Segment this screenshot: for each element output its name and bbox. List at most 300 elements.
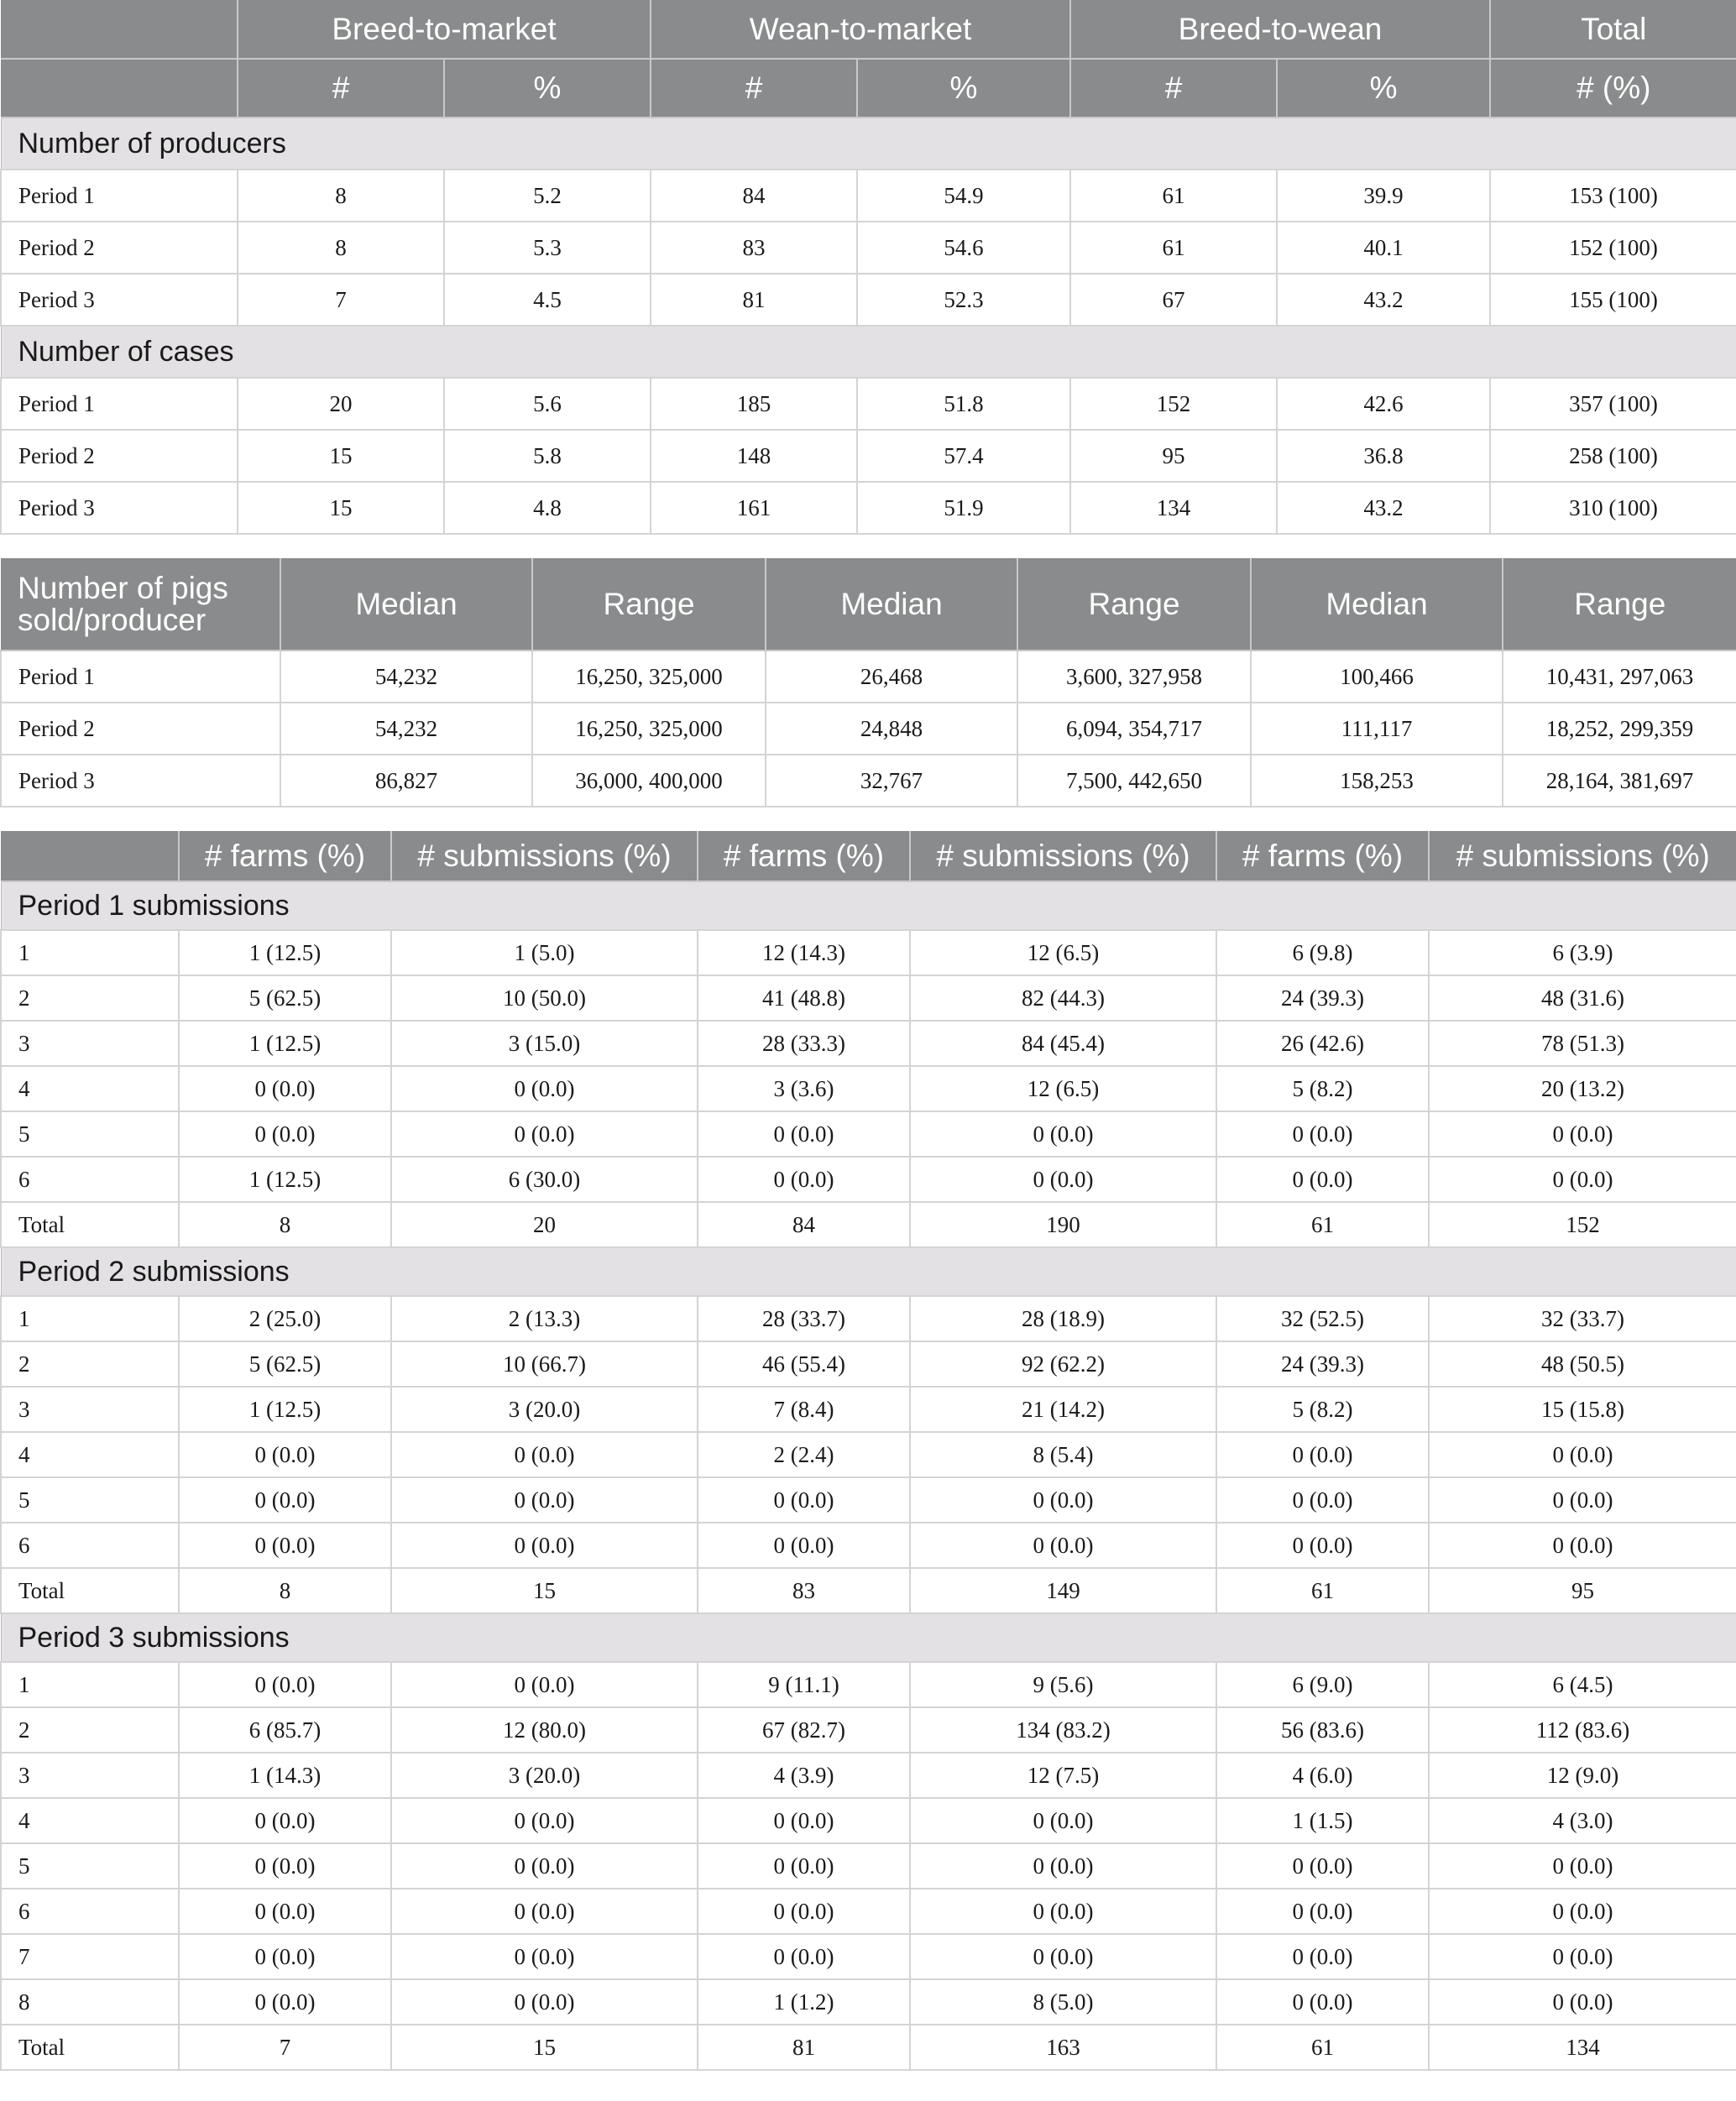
cell: 9 (5.6) bbox=[910, 1662, 1216, 1707]
table-row bbox=[1, 1568, 1736, 1613]
cell: 92 (62.2) bbox=[910, 1341, 1216, 1387]
row-label: Total bbox=[1, 1202, 179, 1247]
pigs-sold-header-line1: Number of pigs bbox=[18, 570, 228, 605]
cell: 0 (0.0) bbox=[179, 1889, 391, 1934]
cell: 152 bbox=[1070, 378, 1277, 430]
cell: 6,094, 354,717 bbox=[1017, 703, 1251, 755]
cell: 5 (8.2) bbox=[1216, 1387, 1429, 1432]
cell: 0 (0.0) bbox=[391, 1111, 698, 1157]
cell: 0 (0.0) bbox=[391, 1662, 698, 1707]
cell: 161 bbox=[651, 482, 857, 534]
row-label: 1 bbox=[1, 1296, 179, 1341]
cell: 0 (0.0) bbox=[910, 1157, 1216, 1202]
cell: 2 (2.4) bbox=[698, 1432, 910, 1477]
row-label: 6 bbox=[1, 1523, 179, 1568]
cell: 20 bbox=[391, 1202, 698, 1247]
cell: 0 (0.0) bbox=[698, 1843, 910, 1889]
cell: 8 bbox=[179, 1202, 391, 1247]
col-range: Range bbox=[1017, 558, 1251, 651]
table-row bbox=[1, 930, 1736, 975]
cell: 4.8 bbox=[444, 482, 651, 534]
cell: 12 (9.0) bbox=[1429, 1753, 1736, 1798]
cell: 0 (0.0) bbox=[1429, 1843, 1736, 1889]
cell: 0 (0.0) bbox=[1429, 1979, 1736, 2025]
cell: 8 bbox=[179, 1568, 391, 1613]
cell: 3 (20.0) bbox=[391, 1387, 698, 1432]
cell: 0 (0.0) bbox=[1429, 1934, 1736, 1979]
cell: 7 bbox=[238, 274, 444, 326]
cell: 3,600, 327,958 bbox=[1017, 651, 1251, 703]
cell: 21 (14.2) bbox=[910, 1387, 1216, 1432]
row-label: 8 bbox=[1, 1979, 179, 2025]
cell: 67 bbox=[1070, 274, 1277, 326]
cell: 12 (6.5) bbox=[910, 930, 1216, 975]
cell: 1 (5.0) bbox=[391, 930, 698, 975]
table-row bbox=[1, 1753, 1736, 1798]
cell: 0 (0.0) bbox=[698, 1523, 910, 1568]
cell: 12 (6.5) bbox=[910, 1066, 1216, 1111]
table-row bbox=[1, 2025, 1736, 2070]
cell: 54.9 bbox=[857, 170, 1070, 222]
section-title: Number of cases bbox=[1, 326, 1736, 378]
cell: 0 (0.0) bbox=[910, 1798, 1216, 1843]
cell: 357 (100) bbox=[1490, 378, 1736, 430]
cell: 0 (0.0) bbox=[1216, 1432, 1429, 1477]
cell: 0 (0.0) bbox=[1429, 1523, 1736, 1568]
cell: 5 (8.2) bbox=[1216, 1066, 1429, 1111]
cell: 81 bbox=[698, 2025, 910, 2070]
cell: 12 (14.3) bbox=[698, 930, 910, 975]
cell: 0 (0.0) bbox=[391, 1843, 698, 1889]
cell: 0 (0.0) bbox=[910, 1843, 1216, 1889]
table-row bbox=[1, 222, 1736, 274]
table-row bbox=[1, 1934, 1736, 1979]
cell: 0 (0.0) bbox=[698, 1477, 910, 1523]
cell: 0 (0.0) bbox=[910, 1934, 1216, 1979]
cell: 0 (0.0) bbox=[698, 1157, 910, 1202]
cell: 0 (0.0) bbox=[1216, 1979, 1429, 2025]
section-row bbox=[1, 326, 1736, 378]
cell: 148 bbox=[651, 430, 857, 482]
pigs-sold-header-line2: sold/producer bbox=[18, 602, 207, 637]
cell: 61 bbox=[1070, 222, 1277, 274]
cell: 0 (0.0) bbox=[179, 1798, 391, 1843]
cell: 0 (0.0) bbox=[910, 1523, 1216, 1568]
table-row bbox=[1, 1111, 1736, 1157]
cell: 0 (0.0) bbox=[1216, 1934, 1429, 1979]
cell: 0 (0.0) bbox=[1216, 1843, 1429, 1889]
cell: 111,117 bbox=[1251, 703, 1503, 755]
col-farms: # farms (%) bbox=[179, 831, 391, 881]
cell: 12 (80.0) bbox=[391, 1707, 698, 1753]
row-label: Period 1 bbox=[1, 170, 238, 222]
group-breed-to-wean: Breed-to-wean bbox=[1070, 0, 1490, 59]
cell: 0 (0.0) bbox=[698, 1934, 910, 1979]
row-label: 5 bbox=[1, 1477, 179, 1523]
cell: 0 (0.0) bbox=[1216, 1111, 1429, 1157]
cell: 0 (0.0) bbox=[179, 1432, 391, 1477]
table-row bbox=[1, 651, 1736, 703]
cell: 15 bbox=[238, 430, 444, 482]
cell: 0 (0.0) bbox=[910, 1111, 1216, 1157]
section-title: Period 1 submissions bbox=[1, 881, 1736, 930]
sub-header: # bbox=[238, 59, 444, 118]
cell: 5.6 bbox=[444, 378, 651, 430]
cell: 24,848 bbox=[766, 703, 1017, 755]
cell: 0 (0.0) bbox=[1429, 1111, 1736, 1157]
submissions-table bbox=[0, 831, 1736, 2071]
row-label: 5 bbox=[1, 1843, 179, 1889]
row-label: 2 bbox=[1, 1341, 179, 1387]
row-label: 4 bbox=[1, 1066, 179, 1111]
row-label: Period 3 bbox=[1, 482, 238, 534]
cell: 0 (0.0) bbox=[179, 1843, 391, 1889]
group-breed-to-market: Breed-to-market bbox=[238, 0, 651, 59]
cell: 61 bbox=[1216, 2025, 1429, 2070]
cell: 0 (0.0) bbox=[391, 1066, 698, 1111]
cell: 16,250, 325,000 bbox=[532, 703, 766, 755]
cell: 15 bbox=[238, 482, 444, 534]
table-row bbox=[1, 1296, 1736, 1341]
cell: 28,164, 381,697 bbox=[1503, 755, 1736, 807]
table-row bbox=[1, 1157, 1736, 1202]
cell: 15 (15.8) bbox=[1429, 1387, 1736, 1432]
cell: 0 (0.0) bbox=[1216, 1523, 1429, 1568]
cell: 4 (6.0) bbox=[1216, 1753, 1429, 1798]
cell: 8 bbox=[238, 222, 444, 274]
cell: 54.6 bbox=[857, 222, 1070, 274]
table-row bbox=[1, 703, 1736, 755]
table-row bbox=[1, 1066, 1736, 1111]
col-submissions: # submissions (%) bbox=[1429, 831, 1736, 881]
cell: 18,252, 299,359 bbox=[1503, 703, 1736, 755]
row-label: 1 bbox=[1, 1662, 179, 1707]
col-median: Median bbox=[280, 558, 532, 651]
cell: 12 (7.5) bbox=[910, 1753, 1216, 1798]
table-row bbox=[1, 975, 1736, 1021]
row-label: 4 bbox=[1, 1798, 179, 1843]
cell: 7 bbox=[179, 2025, 391, 2070]
table-row bbox=[1, 1341, 1736, 1387]
cell: 6 (9.0) bbox=[1216, 1662, 1429, 1707]
cell: 52.3 bbox=[857, 274, 1070, 326]
cell: 134 bbox=[1070, 482, 1277, 534]
cell: 8 (5.4) bbox=[910, 1432, 1216, 1477]
cell: 258 (100) bbox=[1490, 430, 1736, 482]
row-label: Period 2 bbox=[1, 703, 280, 755]
cell: 36,000, 400,000 bbox=[532, 755, 766, 807]
cell: 0 (0.0) bbox=[391, 1432, 698, 1477]
cell: 5.3 bbox=[444, 222, 651, 274]
table-row bbox=[1, 1477, 1736, 1523]
cell: 0 (0.0) bbox=[698, 1111, 910, 1157]
cell: 95 bbox=[1070, 430, 1277, 482]
cell: 1 (1.5) bbox=[1216, 1798, 1429, 1843]
producers-cases-table bbox=[0, 0, 1736, 535]
cell: 28 (33.3) bbox=[698, 1021, 910, 1066]
section-title: Period 3 submissions bbox=[1, 1613, 1736, 1662]
cell: 0 (0.0) bbox=[1216, 1157, 1429, 1202]
table-row bbox=[1, 1523, 1736, 1568]
sub-header: % bbox=[1277, 59, 1490, 118]
table-row bbox=[1, 378, 1736, 430]
section-row bbox=[1, 881, 1736, 930]
sub-header: % bbox=[857, 59, 1070, 118]
cell: 95 bbox=[1429, 1568, 1736, 1613]
cell: 0 (0.0) bbox=[1429, 1157, 1736, 1202]
section-row bbox=[1, 118, 1736, 170]
row-label: Total bbox=[1, 2025, 179, 2070]
cell: 0 (0.0) bbox=[1429, 1477, 1736, 1523]
col-median: Median bbox=[1251, 558, 1503, 651]
col-farms: # farms (%) bbox=[1216, 831, 1429, 881]
cell: 0 (0.0) bbox=[179, 1979, 391, 2025]
cell: 0 (0.0) bbox=[179, 1523, 391, 1568]
cell: 0 (0.0) bbox=[1216, 1889, 1429, 1934]
row-label: 3 bbox=[1, 1387, 179, 1432]
cell: 310 (100) bbox=[1490, 482, 1736, 534]
cell: 3 (3.6) bbox=[698, 1066, 910, 1111]
row-label: 7 bbox=[1, 1934, 179, 1979]
sub-header: % bbox=[444, 59, 651, 118]
cell: 81 bbox=[651, 274, 857, 326]
cell: 20 bbox=[238, 378, 444, 430]
cell: 8 bbox=[238, 170, 444, 222]
sub-header: # bbox=[1070, 59, 1277, 118]
cell: 0 (0.0) bbox=[910, 1889, 1216, 1934]
row-label: 5 bbox=[1, 1111, 179, 1157]
cell: 0 (0.0) bbox=[698, 1798, 910, 1843]
table-row bbox=[1, 170, 1736, 222]
cell: 10,431, 297,063 bbox=[1503, 651, 1736, 703]
cell: 48 (31.6) bbox=[1429, 975, 1736, 1021]
cell: 15 bbox=[391, 1568, 698, 1613]
col-median: Median bbox=[766, 558, 1017, 651]
pigs-sold-header bbox=[1, 558, 280, 651]
col-submissions: # submissions (%) bbox=[910, 831, 1216, 881]
row-label: 3 bbox=[1, 1021, 179, 1066]
cell: 6 (4.5) bbox=[1429, 1662, 1736, 1707]
header-blank bbox=[1, 59, 238, 118]
cell: 48 (50.5) bbox=[1429, 1341, 1736, 1387]
cell: 4.5 bbox=[444, 274, 651, 326]
cell: 39.9 bbox=[1277, 170, 1490, 222]
cell: 43.2 bbox=[1277, 482, 1490, 534]
cell: 5.2 bbox=[444, 170, 651, 222]
sub-header: # bbox=[651, 59, 857, 118]
cell: 28 (33.7) bbox=[698, 1296, 910, 1341]
cell: 2 (25.0) bbox=[179, 1296, 391, 1341]
cell: 24 (39.3) bbox=[1216, 975, 1429, 1021]
cell: 43.2 bbox=[1277, 274, 1490, 326]
cell: 0 (0.0) bbox=[698, 1889, 910, 1934]
cell: 149 bbox=[910, 1568, 1216, 1613]
col-submissions: # submissions (%) bbox=[391, 831, 698, 881]
col-farms: # farms (%) bbox=[698, 831, 910, 881]
cell: 61 bbox=[1070, 170, 1277, 222]
cell: 78 (51.3) bbox=[1429, 1021, 1736, 1066]
cell: 32 (33.7) bbox=[1429, 1296, 1736, 1341]
table-row bbox=[1, 1432, 1736, 1477]
cell: 83 bbox=[651, 222, 857, 274]
cell: 36.8 bbox=[1277, 430, 1490, 482]
table-row bbox=[1, 1387, 1736, 1432]
cell: 0 (0.0) bbox=[179, 1477, 391, 1523]
cell: 67 (82.7) bbox=[698, 1707, 910, 1753]
cell: 1 (12.5) bbox=[179, 930, 391, 975]
cell: 0 (0.0) bbox=[391, 1934, 698, 1979]
sub-header: # (%) bbox=[1490, 59, 1736, 118]
group-header-row bbox=[1, 0, 1736, 59]
cell: 153 (100) bbox=[1490, 170, 1736, 222]
cell: 0 (0.0) bbox=[179, 1934, 391, 1979]
section-row bbox=[1, 1247, 1736, 1296]
cell: 32,767 bbox=[766, 755, 1017, 807]
cell: 155 (100) bbox=[1490, 274, 1736, 326]
cell: 57.4 bbox=[857, 430, 1070, 482]
cell: 0 (0.0) bbox=[179, 1662, 391, 1707]
row-label: Period 2 bbox=[1, 430, 238, 482]
submissions-header-row bbox=[1, 831, 1736, 881]
table-row bbox=[1, 1662, 1736, 1707]
cell: 100,466 bbox=[1251, 651, 1503, 703]
cell: 86,827 bbox=[280, 755, 532, 807]
table-row bbox=[1, 482, 1736, 534]
pigs-sold-table bbox=[0, 558, 1736, 807]
section-title: Period 2 submissions bbox=[1, 1247, 1736, 1296]
cell: 9 (11.1) bbox=[698, 1662, 910, 1707]
cell: 0 (0.0) bbox=[391, 1523, 698, 1568]
section-title: Number of producers bbox=[1, 118, 1736, 170]
cell: 3 (20.0) bbox=[391, 1753, 698, 1798]
cell: 82 (44.3) bbox=[910, 975, 1216, 1021]
table-row bbox=[1, 1798, 1736, 1843]
cell: 26 (42.6) bbox=[1216, 1021, 1429, 1066]
cell: 8 (5.0) bbox=[910, 1979, 1216, 2025]
table-row bbox=[1, 1021, 1736, 1066]
cell: 32 (52.5) bbox=[1216, 1296, 1429, 1341]
cell: 0 (0.0) bbox=[391, 1889, 698, 1934]
row-label: Period 3 bbox=[1, 755, 280, 807]
group-wean-to-market: Wean-to-market bbox=[651, 0, 1070, 59]
cell: 51.9 bbox=[857, 482, 1070, 534]
row-label: 3 bbox=[1, 1753, 179, 1798]
cell: 158,253 bbox=[1251, 755, 1503, 807]
cell: 6 (30.0) bbox=[391, 1157, 698, 1202]
row-label: Period 2 bbox=[1, 222, 238, 274]
cell: 5.8 bbox=[444, 430, 651, 482]
cell: 0 (0.0) bbox=[391, 1798, 698, 1843]
cell: 10 (50.0) bbox=[391, 975, 698, 1021]
cell: 4 (3.0) bbox=[1429, 1798, 1736, 1843]
cell: 1 (1.2) bbox=[698, 1979, 910, 2025]
table-row bbox=[1, 1202, 1736, 1247]
table-row bbox=[1, 1889, 1736, 1934]
row-label: 1 bbox=[1, 930, 179, 975]
pigs-header-row bbox=[1, 558, 1736, 651]
cell: 61 bbox=[1216, 1568, 1429, 1613]
group-total: Total bbox=[1490, 0, 1736, 59]
row-label: 4 bbox=[1, 1432, 179, 1477]
cell: 112 (83.6) bbox=[1429, 1707, 1736, 1753]
cell: 1 (14.3) bbox=[179, 1753, 391, 1798]
table-row bbox=[1, 1979, 1736, 2025]
cell: 0 (0.0) bbox=[391, 1979, 698, 2025]
row-label: Period 3 bbox=[1, 274, 238, 326]
cell: 0 (0.0) bbox=[1429, 1889, 1736, 1934]
cell: 2 (13.3) bbox=[391, 1296, 698, 1341]
cell: 5 (62.5) bbox=[179, 975, 391, 1021]
cell: 5 (62.5) bbox=[179, 1341, 391, 1387]
table-row bbox=[1, 274, 1736, 326]
cell: 24 (39.3) bbox=[1216, 1341, 1429, 1387]
header-blank bbox=[1, 0, 238, 59]
col-range: Range bbox=[532, 558, 766, 651]
cell: 163 bbox=[910, 2025, 1216, 2070]
table-row bbox=[1, 755, 1736, 807]
cell: 42.6 bbox=[1277, 378, 1490, 430]
cell: 83 bbox=[698, 1568, 910, 1613]
cell: 6 (9.8) bbox=[1216, 930, 1429, 975]
header-blank bbox=[1, 831, 179, 881]
cell: 190 bbox=[910, 1202, 1216, 1247]
row-label: 6 bbox=[1, 1889, 179, 1934]
cell: 26,468 bbox=[766, 651, 1017, 703]
cell: 20 (13.2) bbox=[1429, 1066, 1736, 1111]
cell: 15 bbox=[391, 2025, 698, 2070]
cell: 0 (0.0) bbox=[1216, 1477, 1429, 1523]
cell: 1 (12.5) bbox=[179, 1021, 391, 1066]
cell: 152 bbox=[1429, 1202, 1736, 1247]
cell: 28 (18.9) bbox=[910, 1296, 1216, 1341]
row-label: 6 bbox=[1, 1157, 179, 1202]
cell: 51.8 bbox=[857, 378, 1070, 430]
cell: 61 bbox=[1216, 1202, 1429, 1247]
cell: 84 bbox=[698, 1202, 910, 1247]
cell: 46 (55.4) bbox=[698, 1341, 910, 1387]
row-label: 2 bbox=[1, 1707, 179, 1753]
cell: 0 (0.0) bbox=[179, 1066, 391, 1111]
cell: 134 (83.2) bbox=[910, 1707, 1216, 1753]
cell: 16,250, 325,000 bbox=[532, 651, 766, 703]
cell: 3 (15.0) bbox=[391, 1021, 698, 1066]
sub-header-row bbox=[1, 59, 1736, 118]
cell: 54,232 bbox=[280, 703, 532, 755]
cell: 7 (8.4) bbox=[698, 1387, 910, 1432]
row-label: Period 1 bbox=[1, 378, 238, 430]
cell: 40.1 bbox=[1277, 222, 1490, 274]
cell: 7,500, 442,650 bbox=[1017, 755, 1251, 807]
cell: 185 bbox=[651, 378, 857, 430]
cell: 10 (66.7) bbox=[391, 1341, 698, 1387]
cell: 56 (83.6) bbox=[1216, 1707, 1429, 1753]
row-label: 2 bbox=[1, 975, 179, 1021]
table-row bbox=[1, 1707, 1736, 1753]
cell: 0 (0.0) bbox=[1429, 1432, 1736, 1477]
cell: 0 (0.0) bbox=[910, 1477, 1216, 1523]
row-label: Period 1 bbox=[1, 651, 280, 703]
row-label: Total bbox=[1, 1568, 179, 1613]
cell: 6 (3.9) bbox=[1429, 930, 1736, 975]
cell: 4 (3.9) bbox=[698, 1753, 910, 1798]
cell: 54,232 bbox=[280, 651, 532, 703]
cell: 84 (45.4) bbox=[910, 1021, 1216, 1066]
cell: 0 (0.0) bbox=[179, 1111, 391, 1157]
cell: 1 (12.5) bbox=[179, 1157, 391, 1202]
cell: 152 (100) bbox=[1490, 222, 1736, 274]
cell: 134 bbox=[1429, 2025, 1736, 2070]
section-row bbox=[1, 1613, 1736, 1662]
